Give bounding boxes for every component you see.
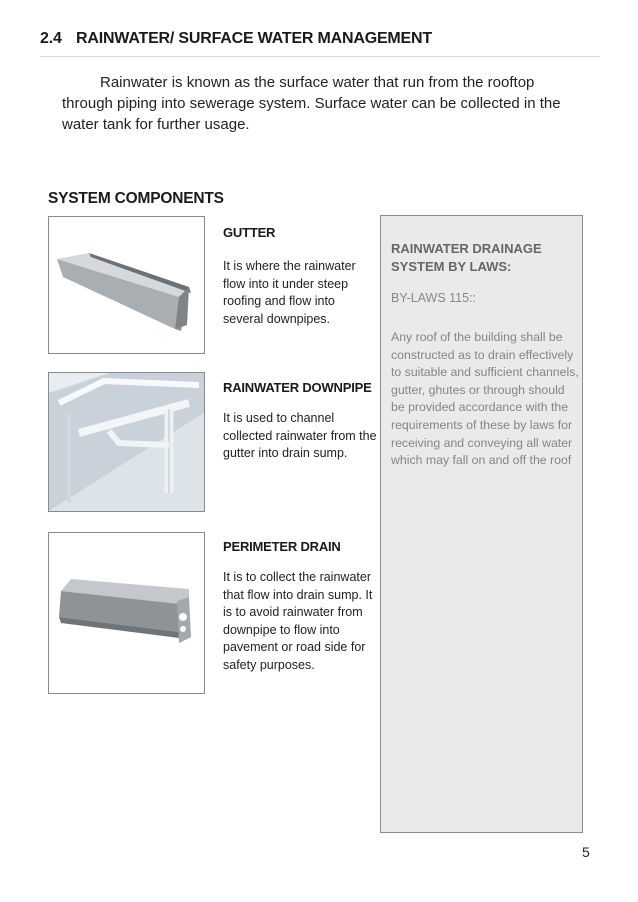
gutter-description: It is where the rainwater flow into it under steep roofing and flow into several downpipes. — [223, 259, 356, 326]
gutter-image — [48, 216, 205, 354]
section-heading — [40, 30, 432, 48]
bylaws-subtitle: BY-LAWS 115:: — [391, 291, 476, 305]
gutter-photo-icon — [49, 217, 204, 353]
intro-paragraph: Rainwater is known as the surface water that run from the rooftop through piping into sewerage system. Surface water can be collected in the water tank for further usage. — [62, 74, 561, 133]
system-components-title: SYSTEM COMPONENTS — [48, 190, 224, 207]
bylaws-title: RAINWATER DRAINAGE SYSTEM BY LAWS: — [391, 241, 542, 274]
perimeter-drain-title: PERIMETER DRAIN — [223, 539, 341, 554]
bylaws-panel — [380, 215, 583, 833]
section-number: 2.4 — [40, 30, 62, 47]
bylaws-text: Any roof of the building shall be constructed as to drain effectively to suitable and sufficient channels, gutter, ghutes or through should be provided accordance with the requirements of these by laws for receiving and conveying all water which may fall on and off the roof — [391, 330, 579, 468]
downpipe-photo-icon — [49, 373, 204, 511]
heading-divider — [40, 56, 600, 57]
section-title: RAINWATER/ SURFACE WATER MANAGEMENT — [76, 30, 432, 47]
perimeter-drain-description: It is to collect the rainwater that flow into drain sump. It is to avoid rainwater from downpipe to flow into pavement or road side for safety purposes. — [223, 570, 373, 672]
downpipe-title: RAINWATER DOWNPIPE — [223, 380, 372, 395]
downpipe-description: It is used to channel collected rainwater from the gutter into drain sump. — [223, 411, 377, 461]
downpipe-image — [48, 372, 205, 512]
perimeter-drain-photo-icon — [49, 533, 204, 693]
perimeter-drain-image — [48, 532, 205, 694]
gutter-title: GUTTER — [223, 225, 276, 240]
page-number: 5 — [582, 844, 590, 860]
